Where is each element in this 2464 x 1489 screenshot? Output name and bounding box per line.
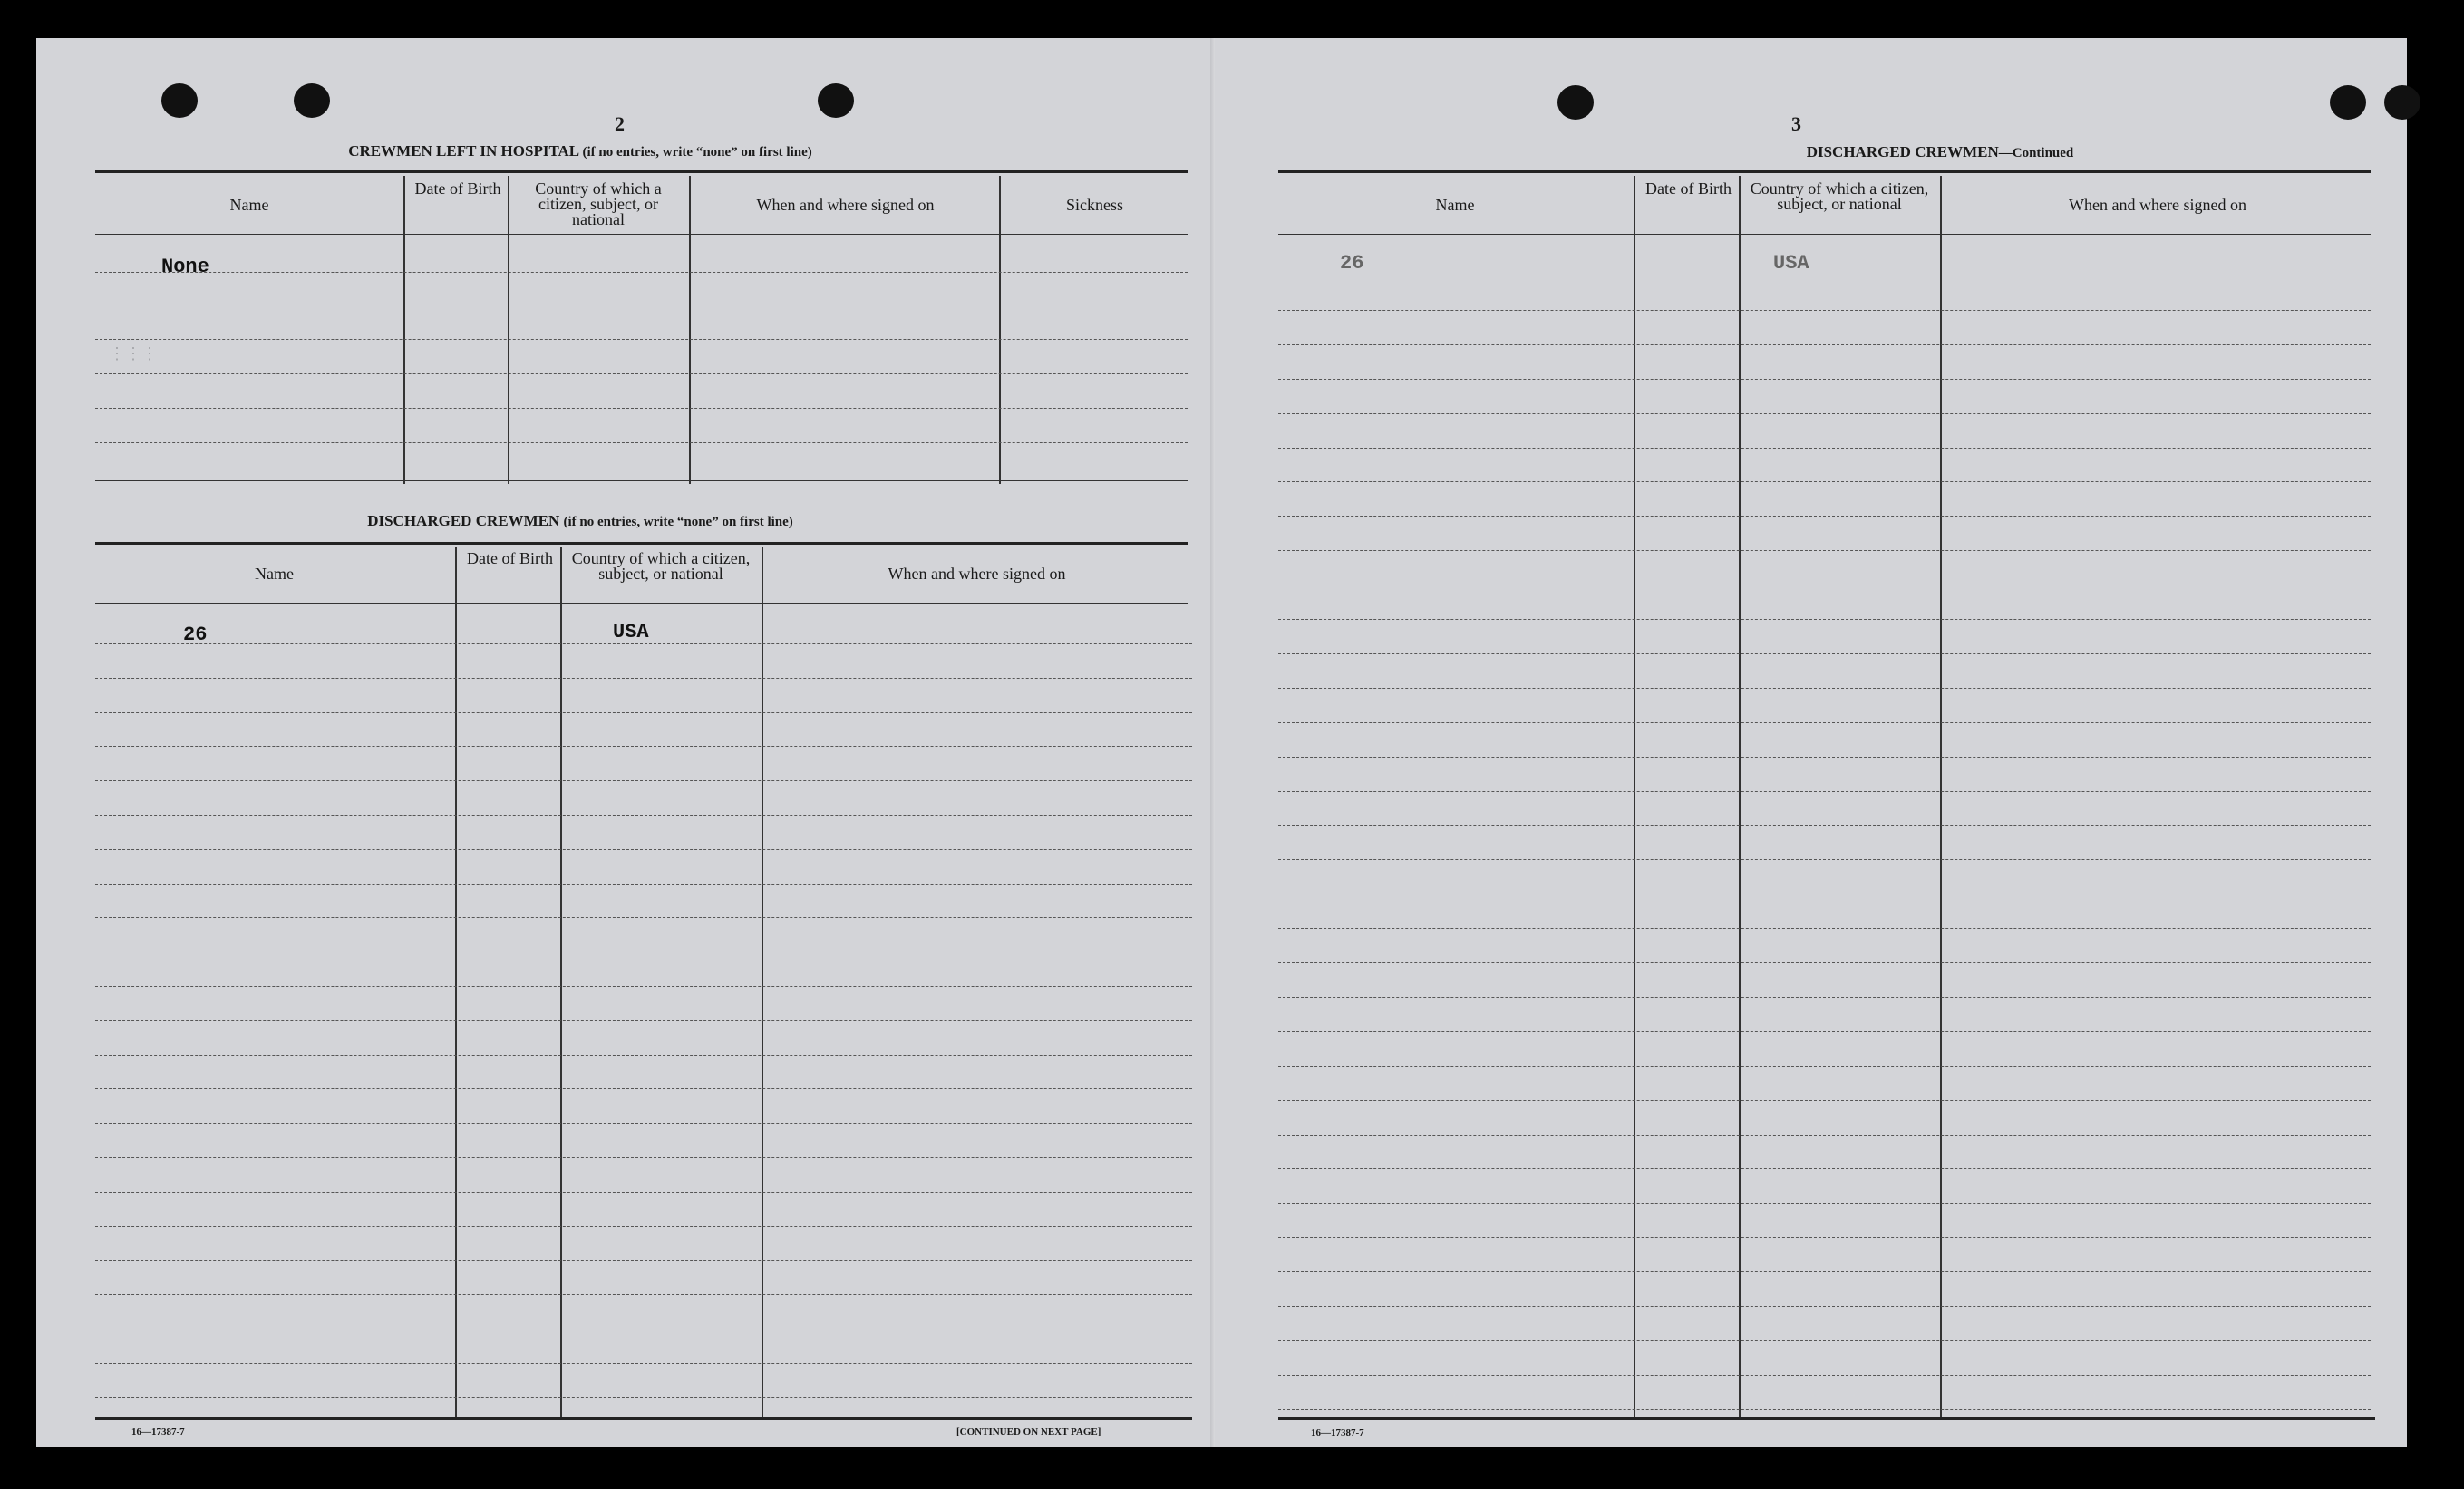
table-row-line [95,849,1192,850]
header-when-where: When and where signed on [2069,196,2246,214]
table-row-line [1278,791,2371,792]
punch-hole [2384,85,2420,120]
header-when-where: When and where signed on [756,196,935,214]
right-entry-name: 26 [1340,252,1364,275]
punch-hole [818,83,854,118]
table-row-line [1278,619,2371,620]
table-row-line [95,643,1192,644]
table-row-line [95,1088,1192,1089]
table-row-line [95,678,1192,679]
table-top-rule [1278,170,2371,173]
table-row-line [95,373,1188,374]
table-row-line [95,712,1192,713]
table-row-line [1278,344,2371,345]
table-row-line [1278,1375,2371,1376]
column-divider [1634,176,1635,1417]
form-number: 16—17387-7 [131,1426,185,1437]
discharged-title-text: DISCHARGED CREWMEN [367,512,560,529]
table-row-line [1278,962,2371,963]
table-row-line [95,408,1188,409]
table-row-line [1278,722,2371,723]
table-row-line [95,986,1192,987]
table-bottom-rule [1278,1417,2375,1420]
page-number: 3 [1791,112,1801,135]
table-row-line [95,1363,1192,1364]
table-row-line [1278,1031,2371,1032]
hospital-section-title [172,142,988,160]
header-sickness: Sickness [1066,196,1123,214]
discharged-entry-name: 26 [183,624,208,646]
table-row-line [1278,1306,2371,1307]
header-name: Name [229,196,269,214]
discharged-entry-country: USA [613,621,649,643]
table-row-line [1278,1340,2371,1341]
table-row-line [1278,653,2371,654]
left-page [36,38,1215,1447]
table-row-line [1278,859,2371,860]
right-section-title [1487,143,2393,161]
table-row-line [1278,448,2371,449]
table-row-line [95,884,1192,885]
table-row-line [1278,825,2371,826]
table-row-line [95,339,1188,340]
header-name: Name [1435,196,1475,214]
hospital-title-text: CREWMEN LEFT IN HOSPITAL [348,142,579,160]
table-row-line [1278,757,2371,758]
table-row-line [1278,516,2371,517]
right-title-suffix: —Continued [1998,146,2074,160]
table-row-line [1278,379,2371,380]
header-bottom-rule [95,603,1188,604]
table-row-line [95,1020,1192,1021]
punch-hole [161,83,198,118]
table-row-line [1278,1135,2371,1136]
table-row-line [95,815,1192,816]
header-when-where: When and where signed on [888,565,1066,583]
hospital-entry-name: None [161,256,209,278]
table-row-line [1278,688,2371,689]
table-row-line [1278,550,2371,551]
hospital-title-note: (if no entries, write “none” on first line) [582,145,812,160]
header-name: Name [255,565,294,583]
continued-note: [CONTINUED ON NEXT PAGE] [956,1426,1101,1437]
table-row-line [1278,1066,2371,1067]
table-row-line [95,1226,1192,1227]
table-row-line [95,1055,1192,1056]
column-divider [999,176,1001,484]
table-row-line [95,917,1192,918]
table-row-line [95,442,1188,443]
column-divider [508,176,509,484]
table-row-line [1278,1168,2371,1169]
punch-hole [294,83,330,118]
right-page [1215,38,2407,1447]
header-date-of-birth: Date of Birth [1645,179,1732,198]
discharged-section-title [172,512,988,530]
table-row-line [95,1260,1192,1261]
table-row-line [1278,997,2371,998]
table-row-line [95,272,1188,273]
page-number: 2 [615,112,625,135]
table-row-line [1278,1409,2371,1410]
header-country: Country of which a citizen, subject, or national [1750,179,1929,213]
form-number: 16—17387-7 [1311,1427,1364,1438]
column-divider [1739,176,1741,1417]
header-country: Country of which a citizen, subject, or national [535,179,662,228]
column-divider [403,176,405,484]
column-divider [1940,176,1942,1417]
table-row-line [1278,1271,2371,1272]
table-row-line [1278,413,2371,414]
header-country: Country of which a citizen, subject, or national [571,549,751,583]
table-row-line [95,1397,1192,1398]
table-row-line [1278,481,2371,482]
table-row-line [95,1157,1192,1158]
punch-hole [2330,85,2366,120]
table-top-rule [95,542,1188,545]
table-top-rule [95,170,1188,173]
table-row-line [95,1123,1192,1124]
table-row-line [95,746,1192,747]
header-date-of-birth: Date of Birth [414,179,501,198]
table-row-line [1278,928,2371,929]
table-row-line [1278,1237,2371,1238]
table-row-line [95,1294,1192,1295]
discharged-title-note: (if no entries, write “none” on first line) [563,515,793,529]
table-row-line [95,780,1192,781]
table-row-line [95,1192,1192,1193]
header-date-of-birth: Date of Birth [467,549,553,567]
right-entry-country: USA [1773,252,1809,275]
table-bottom-rule [95,480,1188,481]
header-bottom-rule [1278,234,2371,235]
header-bottom-rule [95,234,1188,235]
column-divider [689,176,691,484]
punch-hole [1557,85,1594,120]
table-bottom-rule [95,1417,1192,1420]
right-title-text: DISCHARGED CREWMEN [1806,143,1999,160]
table-row-line [1278,310,2371,311]
table-row-line [1278,1203,2371,1204]
faint-typing: ⋮⋮⋮ [109,346,158,364]
table-row-line [1278,1100,2371,1101]
